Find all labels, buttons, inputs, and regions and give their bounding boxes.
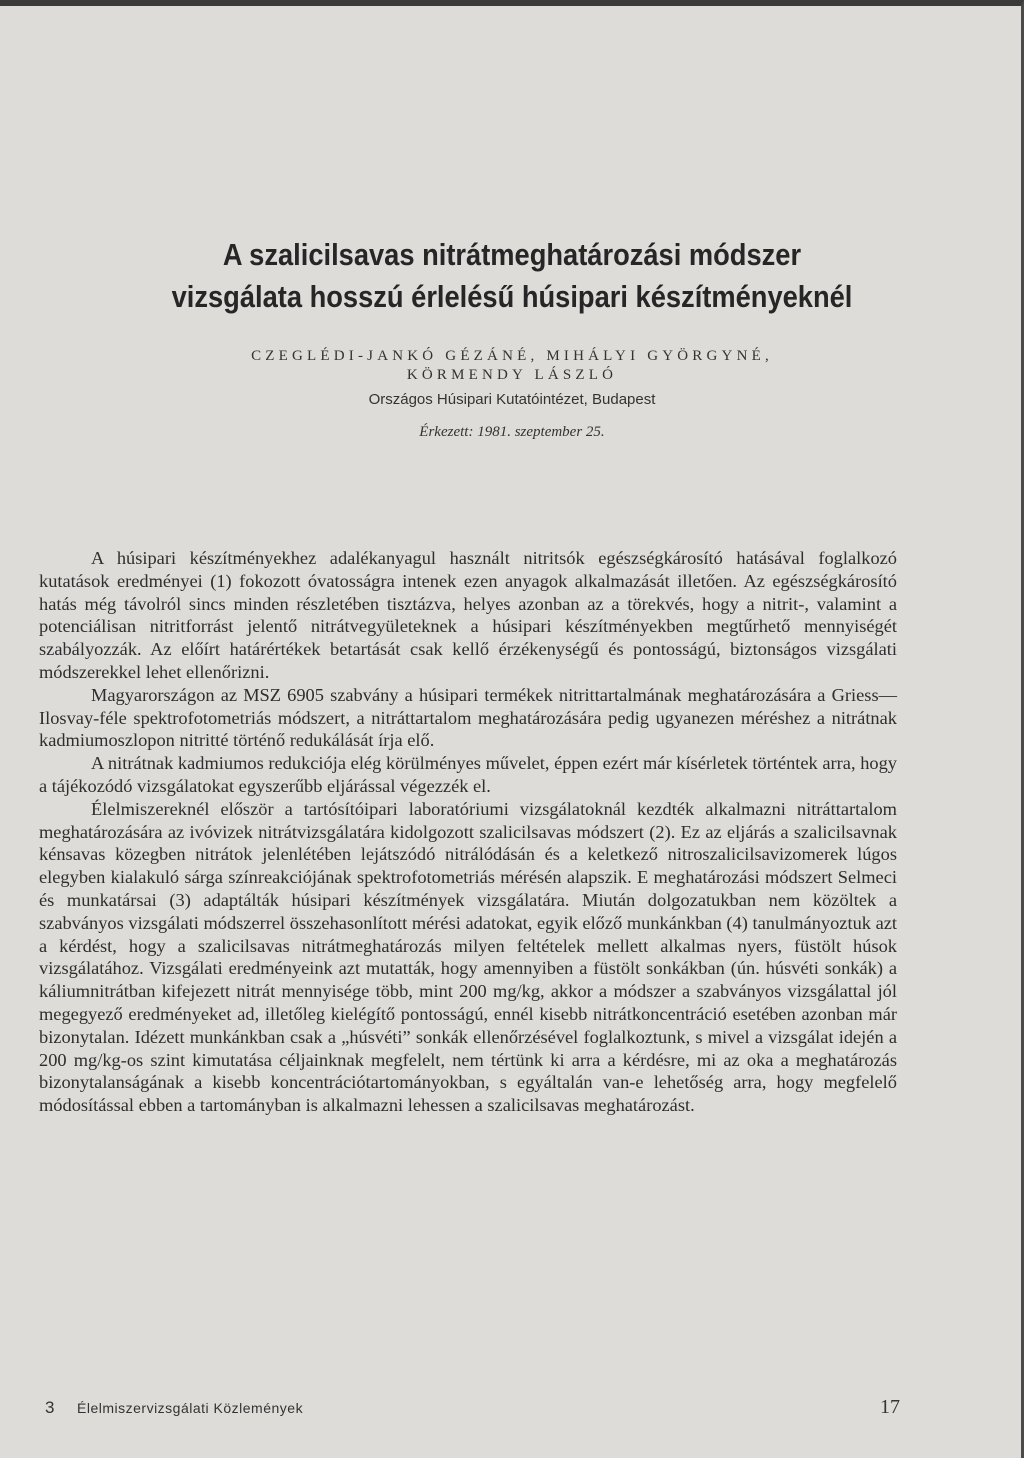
paragraph: A nitrátnak kadmiumos redukciója elég körülményes művelet, éppen ezért már kísérletek történtek arra, hogy a tájékozódó vizsgálatokat egyszerűbb eljárással végezzék el.: [39, 753, 897, 796]
paragraph: Élelmiszereknél először a tartósítóipari laboratóriumi vizsgálatoknál kezdték alkalmazni nitráttartalom meghatározására az ivóvizek nitrátvizsgálatára kidolgozott szalicilsavas módszert (2). Ez az eljárás a szalicilsavnak kénsavas közegben nitrátok jelenlétében lejátszódó nitrálódásán és a keletkező nitroszalicilsavizomerek lúgos elegyben kialakuló sárga színreakciójának spektrofotometriás mérésén alapszik. E meghatározási módszert Selmeci és munkatársai (3) adaptálták húsipari készítmények vizsgálatára. Miután dolgozatukban nem közöltek a szabványos vizsgálati módszerrel összehasonlított mérési adatokat, egyik előző munkánkban (4) tanulmányoztuk azt a kérdést, hogy a szalicilsavas nitrátmeghatározás milyen feltételek mellett alkalmas nyers, füstölt húsok vizsgálatához. Vizsgálati eredményeink azt mutatták, hogy amennyiben a füstölt sonkákban (ún. húsvéti sonkák) a káliumnitrátban kifejezett nitrát mennyisége több, mint 200 mg/kg, akkor a módszer a szabványos vizsgálattal jól megegyező eredményeket ad, illetőleg kielégítő pontosságú, ennél kisebb nitrátkoncentráció esetében azonban már bizonytalan. Idézett munkánkban csak a „húsvéti” sonkák ellenőrzésével foglalkoztunk, s mivel a vizsgálat idején a 200 mg/kg-os szint kimutatása céljainknak megfelelt, nem tértünk ki arra a kérdésre, mi az oka a meghatározás bizonytalanságának a kisebb koncentrációtartományokban, s egyáltalán van-e lehetőség arra, hogy megfelelő módosítással ebben a tartományban is alkalmazni lehessen a szalicilsavas meghatározást.: [39, 798, 897, 1116]
page-footer: [45, 1394, 900, 1424]
received-date: Érkezett: 1981. szeptember 25.: [419, 424, 605, 440]
authors-line-1: CZEGLÉDI-JANKÓ GÉZÁNÉ, MIHÁLYI GYÖRGYNÉ,: [251, 348, 773, 364]
journal-name: Élelmiszervizsgálati Közlemények: [77, 1400, 304, 1416]
article-body: [39, 547, 897, 1117]
page-number: 17: [880, 1396, 900, 1418]
paragraph: Magyarországon az MSZ 6905 szabvány a húsipari termékek nitrittartalmának meghatározására a Griess—Ilosvay-féle spektrofotometriás módszert, a nitráttartalom meghatározására pedig ugyanezen méréshez a nitrátnak kadmiumoszlopon nitritté történő redukálását írja elő.: [39, 684, 897, 751]
article-title: [114, 234, 910, 318]
paragraph: A húsipari készítményekhez adalékanyagul használt nitritsók egészségkárosító hatásával foglalkozó kutatások eredményei (1) fokozott óvatosságra intenek ezen anyagok alkalmazását illetően. Az egészségkárosító hatás még távolról sincs minden részletében tisztázva, helyes azonban az a törekvés, hogy a nitrit-, valamint a potenciálisan nitritforrást jelentő nitrátvegyületeknek a húsipari készítményekben megtűrhető mennyiségét szabályozzák. Az előírt határértékek betartását csak kellő érzékenységű és pontosságú, biztonságos vizsgálati módszerekkel lehet ellenőrizni.: [39, 548, 897, 682]
author-list: [60, 347, 964, 385]
title-line-2: vizsgálata hosszú érlelésű húsipari készítményeknél: [171, 279, 853, 314]
authors-line-2: KÖRMENDY LÁSZLÓ: [406, 367, 618, 383]
affiliation: Országos Húsipari Kutatóintézet, Budapest: [368, 391, 656, 408]
title-line-1: A szalicilsavas nitrátmeghatározási módszer: [222, 237, 802, 272]
issue-number: 3: [45, 1398, 55, 1417]
